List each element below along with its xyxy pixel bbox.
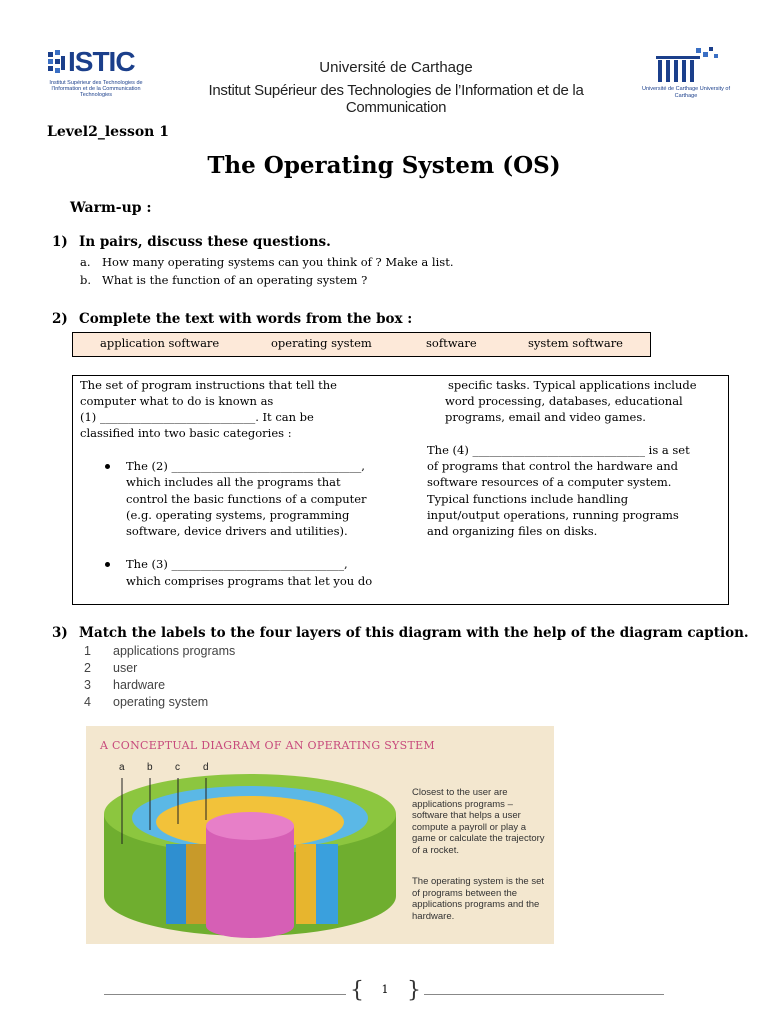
footer-divider-right <box>424 994 664 995</box>
university-name: Université de Carthage <box>319 59 473 76</box>
question-2-number: 2) <box>52 311 68 327</box>
text-line: (e.g. operating systems, programming <box>126 508 350 522</box>
diagram-caption-operating-system: The operating system is the set of programs between the applications programs and the hardware. <box>412 876 545 922</box>
question-2-text: Complete the text with words from the box : <box>79 311 413 327</box>
word-box <box>72 332 651 357</box>
text-line: software resources of a computer system. <box>427 475 672 489</box>
diagram-label-c: c <box>175 762 180 773</box>
diagram-title: A CONCEPTUAL DIAGRAM OF AN OPERATING SYSTEM <box>100 739 435 752</box>
question-1b-text: What is the function of an operating system ? <box>102 273 368 287</box>
footer-left-brace: { <box>350 978 364 1003</box>
lesson-label: Level2_lesson 1 <box>47 124 169 140</box>
diagram-label-d: d <box>203 762 209 773</box>
page-title: The Operating System (OS) <box>207 152 561 179</box>
text-line: Typical functions include handling <box>427 492 629 506</box>
word-box-item: application software <box>100 336 220 350</box>
carthage-logo <box>640 46 732 110</box>
istic-logo-subtitle: Institut Supérieur des Technologies de l'Information et de la Communication Technologies <box>49 80 143 98</box>
text-line: The set of program instructions that tell the <box>80 378 337 392</box>
word-box-item: system software <box>528 336 623 350</box>
layer-label-item: 2 user <box>84 661 138 675</box>
os-layers-diagram <box>86 726 554 944</box>
footer-divider-left <box>104 994 346 995</box>
warmup-heading: Warm-up : <box>70 200 152 216</box>
word-box-item: software <box>426 336 477 350</box>
institute-name: Institut Supérieur des Technologies de l’Information et de la Communication <box>208 82 584 116</box>
page-number: 1 <box>381 983 389 996</box>
question-3-number: 3) <box>52 625 68 641</box>
layered-cylinder-graphic <box>86 726 406 944</box>
text-line: word processing, databases, educational <box>445 394 683 408</box>
layer-label-item: 3 hardware <box>84 678 166 692</box>
text-line: and organizing files on disks. <box>427 524 598 538</box>
text-line: of programs that control the hardware and <box>427 459 678 473</box>
text-line: computer what to do is known as <box>80 394 274 408</box>
text-line: input/output operations, running programs <box>427 508 679 522</box>
bullet-point <box>105 464 110 469</box>
question-1a-text: How many operating systems can you think of ? Make a list. <box>102 255 454 269</box>
text-line: programs, email and video games. <box>445 410 646 424</box>
istic-mark-icon <box>48 50 66 76</box>
text-line: which includes all the programs that <box>126 475 341 489</box>
gap-3-line: The (3) ______________________________, <box>126 557 348 571</box>
diagram-label-a: a <box>119 762 125 773</box>
diagram-caption-applications: Closest to the user are applications programs – software that helps a user compute a payroll or play a game or calculate the trajectory of a rocket. <box>412 787 545 856</box>
layer-label-item: 4 operating system <box>84 695 209 709</box>
layer-label-item: 1 applications programs <box>84 644 236 658</box>
istic-logo-text: ISTIC <box>68 46 135 77</box>
carthage-columns-icon <box>640 46 732 86</box>
gap-4-line: The (4) ______________________________ is a set <box>427 443 690 457</box>
gap-1-line: (1) ___________________________. It can be <box>80 410 314 424</box>
question-1-text: In pairs, discuss these questions. <box>79 234 331 250</box>
bullet-point <box>105 562 110 567</box>
text-line: which comprises programs that let you do <box>126 574 373 588</box>
gap-fill-text-box <box>72 375 729 605</box>
istic-logo <box>46 46 146 108</box>
question-1-number: 1) <box>52 234 68 250</box>
question-3-text: Match the labels to the four layers of this diagram with the help of the diagram caption. <box>79 625 749 641</box>
footer-right-brace: } <box>407 978 421 1003</box>
question-1b-label: b. <box>80 273 92 287</box>
text-line: software, device drivers and utilities). <box>126 524 348 538</box>
word-box-item: operating system <box>271 336 372 350</box>
text-line: classified into two basic categories : <box>80 426 292 440</box>
text-line: specific tasks. Typical applications include <box>448 378 697 392</box>
question-1a-label: a. <box>80 255 91 269</box>
diagram-label-b: b <box>147 762 153 773</box>
text-line: control the basic functions of a computer <box>126 492 367 506</box>
gap-2-line: The (2) _________________________________, <box>126 459 365 473</box>
carthage-logo-subtitle: Université de Carthage University of Carthage <box>641 86 731 99</box>
